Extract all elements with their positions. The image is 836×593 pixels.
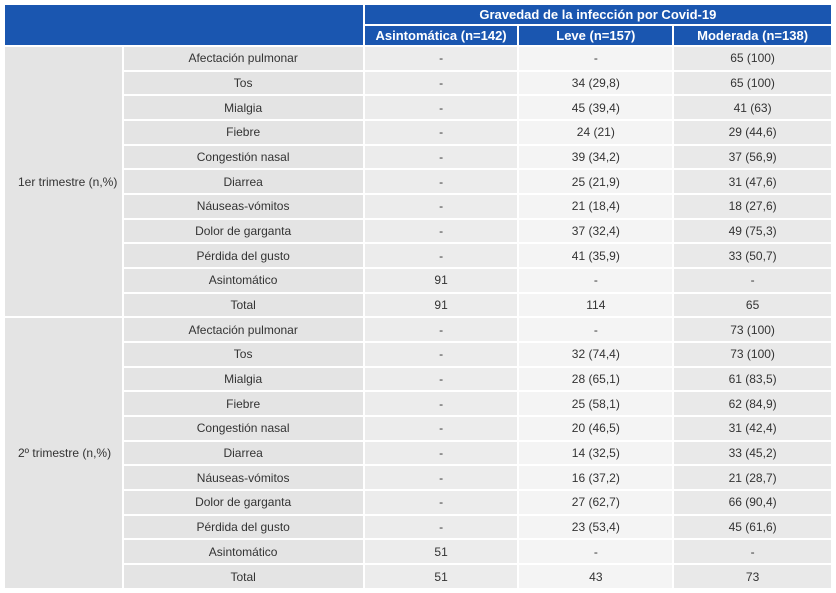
value-cell: 32 (74,4)	[519, 343, 672, 366]
row-label: Dolor de garganta	[124, 491, 363, 514]
value-cell: -	[365, 491, 518, 514]
value-cell: 25 (58,1)	[519, 392, 672, 415]
value-cell: 37 (32,4)	[519, 220, 672, 243]
row-label: Tos	[124, 343, 363, 366]
table-row	[5, 392, 831, 415]
column-header-leve: Leve (n=157)	[519, 26, 672, 45]
row-label: Afectación pulmonar	[124, 318, 363, 341]
value-cell: 61 (83,5)	[674, 368, 831, 391]
value-cell: 34 (29,8)	[519, 72, 672, 95]
value-cell: 73 (100)	[674, 343, 831, 366]
value-cell: 20 (46,5)	[519, 417, 672, 440]
row-label: Total	[124, 294, 363, 317]
row-label: Mialgia	[124, 368, 363, 391]
column-header-moderada: Moderada (n=138)	[674, 26, 831, 45]
table-row	[5, 540, 831, 563]
value-cell: -	[365, 72, 518, 95]
value-cell: 65 (100)	[674, 72, 831, 95]
table-body	[5, 47, 831, 588]
value-cell: -	[519, 47, 672, 70]
value-cell: 21 (28,7)	[674, 466, 831, 489]
row-label: Tos	[124, 72, 363, 95]
value-cell: -	[365, 220, 518, 243]
value-cell: 73 (100)	[674, 318, 831, 341]
value-cell: -	[365, 442, 518, 465]
value-cell: 18 (27,6)	[674, 195, 831, 218]
value-cell: 65	[674, 294, 831, 317]
value-cell: 43	[519, 565, 672, 588]
row-label: Diarrea	[124, 170, 363, 193]
value-cell: -	[365, 96, 518, 119]
value-cell: 33 (50,7)	[674, 244, 831, 267]
row-label: Congestión nasal	[124, 417, 363, 440]
value-cell: 31 (47,6)	[674, 170, 831, 193]
value-cell: -	[519, 318, 672, 341]
value-cell: 23 (53,4)	[519, 516, 672, 539]
value-cell: 91	[365, 269, 518, 292]
covid-severity-table	[3, 3, 833, 590]
column-header-asintomatica: Asintomática (n=142)	[365, 26, 518, 45]
value-cell: 73	[674, 565, 831, 588]
value-cell: 41 (63)	[674, 96, 831, 119]
table-row	[5, 417, 831, 440]
value-cell: -	[365, 47, 518, 70]
value-cell: 29 (44,6)	[674, 121, 831, 144]
value-cell: 39 (34,2)	[519, 146, 672, 169]
header-group-title: Gravedad de la infección por Covid-19	[365, 5, 831, 24]
table-row	[5, 516, 831, 539]
value-cell: 45 (39,4)	[519, 96, 672, 119]
value-cell: 24 (21)	[519, 121, 672, 144]
row-label: Afectación pulmonar	[124, 47, 363, 70]
value-cell: 21 (18,4)	[519, 195, 672, 218]
value-cell: -	[365, 343, 518, 366]
value-cell: 62 (84,9)	[674, 392, 831, 415]
value-cell: -	[365, 466, 518, 489]
table-row	[5, 491, 831, 514]
table-row	[5, 368, 831, 391]
value-cell: 91	[365, 294, 518, 317]
value-cell: -	[365, 170, 518, 193]
row-label: Asintomático	[124, 269, 363, 292]
row-label: Pérdida del gusto	[124, 244, 363, 267]
row-label: Fiebre	[124, 121, 363, 144]
value-cell: -	[519, 269, 672, 292]
row-label: Diarrea	[124, 442, 363, 465]
value-cell: -	[519, 540, 672, 563]
group-label: 1er trimestre (n,%)	[5, 47, 122, 316]
value-cell: -	[365, 417, 518, 440]
value-cell: 25 (21,9)	[519, 170, 672, 193]
row-label: Fiebre	[124, 392, 363, 415]
value-cell: -	[365, 318, 518, 341]
value-cell: 31 (42,4)	[674, 417, 831, 440]
table-row	[5, 121, 831, 144]
value-cell: 33 (45,2)	[674, 442, 831, 465]
value-cell: -	[365, 195, 518, 218]
table-row	[5, 442, 831, 465]
row-label: Pérdida del gusto	[124, 516, 363, 539]
group-label: 2º trimestre (n,%)	[5, 318, 122, 588]
header-blank-cell	[5, 5, 363, 45]
row-label: Total	[124, 565, 363, 588]
value-cell: -	[674, 540, 831, 563]
value-cell: 45 (61,6)	[674, 516, 831, 539]
row-label: Dolor de garganta	[124, 220, 363, 243]
table-row	[5, 318, 831, 341]
value-cell: -	[365, 244, 518, 267]
table-row	[5, 220, 831, 243]
table-row	[5, 146, 831, 169]
value-cell: 66 (90,4)	[674, 491, 831, 514]
value-cell: 37 (56,9)	[674, 146, 831, 169]
value-cell: 65 (100)	[674, 47, 831, 70]
table-row	[5, 244, 831, 267]
value-cell: 114	[519, 294, 672, 317]
value-cell: 28 (65,1)	[519, 368, 672, 391]
value-cell: -	[365, 146, 518, 169]
value-cell: -	[365, 368, 518, 391]
table-row	[5, 195, 831, 218]
table-row	[5, 294, 831, 317]
value-cell: 51	[365, 565, 518, 588]
table-row	[5, 269, 831, 292]
table-row	[5, 47, 831, 70]
value-cell: 49 (75,3)	[674, 220, 831, 243]
value-cell: 41 (35,9)	[519, 244, 672, 267]
row-label: Náuseas-vómitos	[124, 466, 363, 489]
table-row	[5, 72, 831, 95]
row-label: Náuseas-vómitos	[124, 195, 363, 218]
value-cell: -	[365, 121, 518, 144]
value-cell: -	[674, 269, 831, 292]
table-row	[5, 343, 831, 366]
value-cell: -	[365, 392, 518, 415]
row-label: Mialgia	[124, 96, 363, 119]
value-cell: 27 (62,7)	[519, 491, 672, 514]
table-row	[5, 466, 831, 489]
value-cell: 14 (32,5)	[519, 442, 672, 465]
value-cell: -	[365, 516, 518, 539]
table-row	[5, 170, 831, 193]
table-row	[5, 96, 831, 119]
value-cell: 51	[365, 540, 518, 563]
table-row	[5, 565, 831, 588]
row-label: Congestión nasal	[124, 146, 363, 169]
row-label: Asintomático	[124, 540, 363, 563]
value-cell: 16 (37,2)	[519, 466, 672, 489]
